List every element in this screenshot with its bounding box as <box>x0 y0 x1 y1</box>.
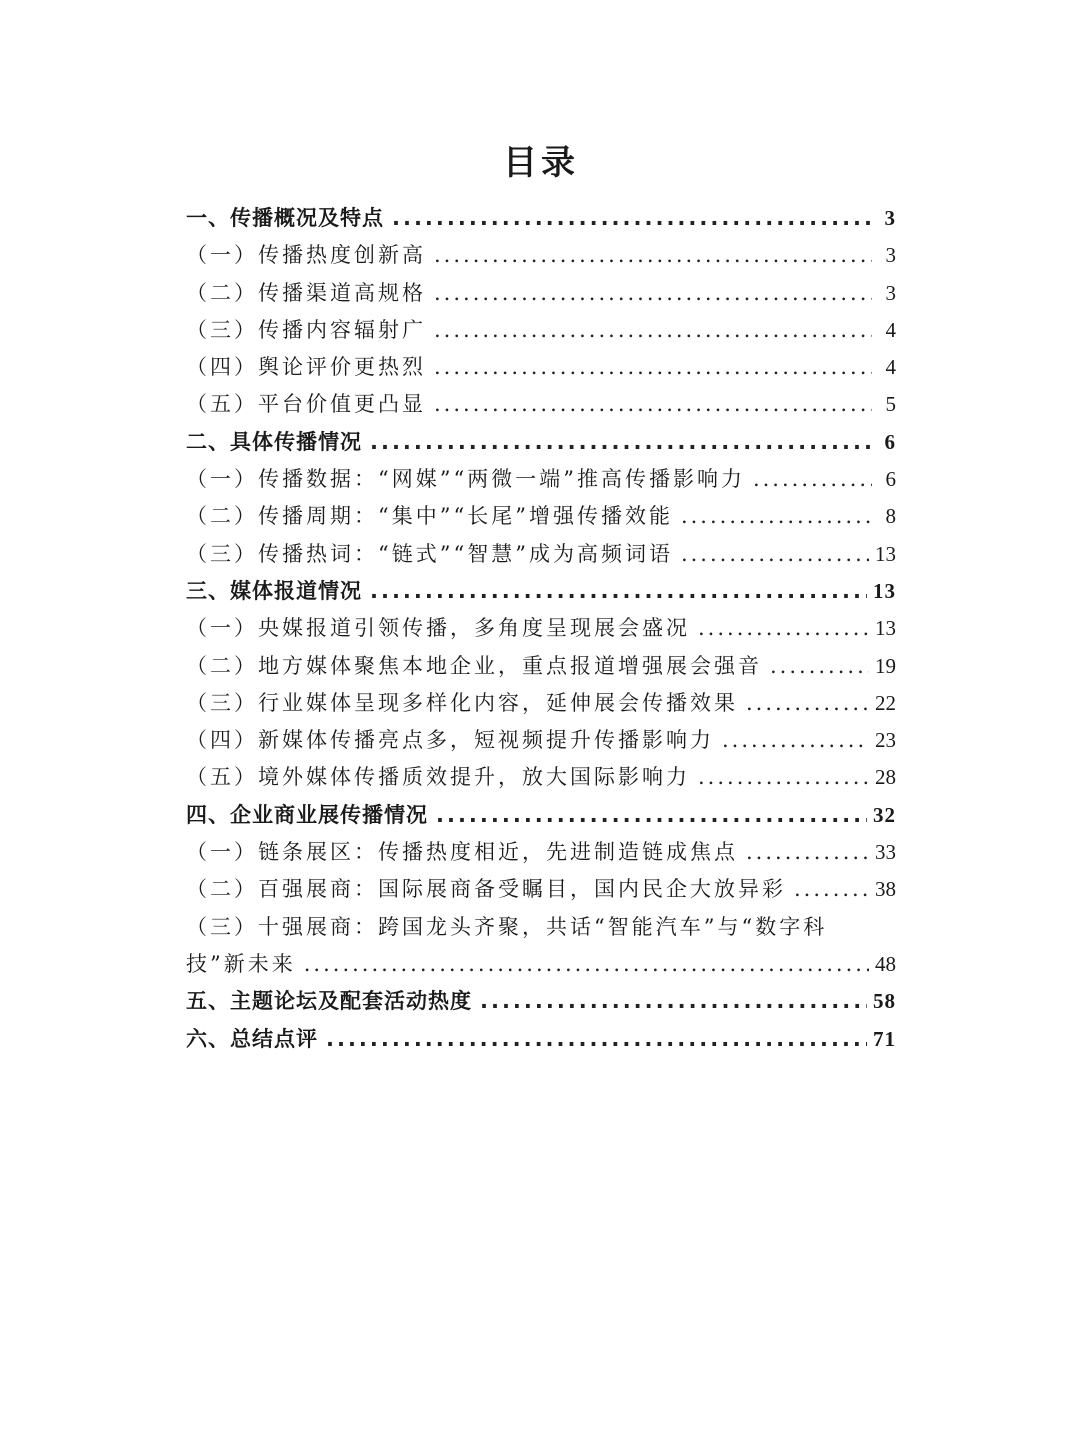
toc-page-number: 3 <box>885 280 896 305</box>
toc-page-number: 32 <box>873 802 896 827</box>
toc-page-number: 13 <box>875 616 896 641</box>
toc-entry-section-2-3[interactable] <box>186 536 896 573</box>
toc-page-number: 13 <box>875 541 896 566</box>
toc-entry-text: 五、主题论坛及配套活动热度 <box>186 989 472 1014</box>
toc-dot-leader <box>770 648 869 685</box>
toc-dot-leader <box>434 386 872 423</box>
toc-entry-text: （二）地方媒体聚焦本地企业，重点报道增强展会强音 <box>186 653 762 678</box>
toc-entry-section-3-2[interactable] <box>186 648 896 685</box>
toc-entry-text: （四）舆论评价更热烈 <box>186 355 426 380</box>
toc-entry-line-2 <box>186 946 896 983</box>
toc-entry-section-2-2[interactable] <box>186 498 896 535</box>
toc-dot-leader <box>753 461 872 498</box>
toc-dot-leader <box>434 275 872 312</box>
toc-entry-section-2-1[interactable] <box>186 461 896 498</box>
toc-dot-leader <box>480 983 867 1020</box>
toc-dot-leader <box>746 685 869 722</box>
toc-page-number: 4 <box>885 317 896 342</box>
toc-page-number: 58 <box>873 989 896 1014</box>
toc-entry-chapter-2[interactable] <box>186 424 896 461</box>
toc-dot-leader <box>434 312 872 349</box>
toc-entry-text: （一）链条展区：传播热度相近，先进制造链成焦点 <box>186 840 738 865</box>
page-title: 目录 <box>503 143 579 183</box>
toc-list <box>186 200 896 1058</box>
toc-dot-leader <box>434 349 872 386</box>
toc-page-number: 6 <box>885 467 896 492</box>
toc-entry-section-4-1[interactable] <box>186 834 896 871</box>
toc-page-number: 38 <box>875 877 896 902</box>
toc-entry-section-4-3[interactable] <box>186 909 896 984</box>
toc-page-number: 28 <box>875 765 896 790</box>
toc-entry-text: 六、总结点评 <box>186 1026 318 1051</box>
toc-page-number: 5 <box>885 392 896 417</box>
toc-page-number: 3 <box>885 243 896 268</box>
toc-page-number: 13 <box>873 578 896 603</box>
toc-dot-leader <box>370 424 872 461</box>
toc-page-number: 48 <box>875 951 896 976</box>
toc-entry-text: （四）新媒体传播亮点多，短视频提升传播影响力 <box>186 728 714 753</box>
toc-page-number: 3 <box>884 206 896 230</box>
toc-entry-chapter-3[interactable] <box>186 573 896 610</box>
toc-entry-text: 三、媒体报道情况 <box>186 578 362 603</box>
toc-dot-leader <box>326 1021 867 1058</box>
toc-dot-leader <box>392 200 872 237</box>
toc-page <box>186 138 896 1058</box>
toc-entry-chapter-6[interactable] <box>186 1021 896 1058</box>
toc-entry-text-line-1: （三）十强展商：跨国龙头齐聚，共话“智能汽车”与“数字科 <box>186 914 828 939</box>
toc-page-number: 23 <box>875 728 896 753</box>
toc-entry-section-3-3[interactable] <box>186 685 896 722</box>
toc-page-number: 33 <box>875 840 896 865</box>
toc-entry-chapter-4[interactable] <box>186 797 896 834</box>
toc-entry-chapter-5[interactable] <box>186 983 896 1020</box>
toc-entry-section-4-2[interactable] <box>186 871 896 908</box>
toc-page-number: 6 <box>884 429 896 454</box>
toc-page-number: 8 <box>885 504 896 529</box>
toc-entry-text: （一）央媒报道引领传播，多角度呈现展会盛况 <box>186 616 690 641</box>
toc-entry-text: 一、传播概况及特点 <box>186 206 384 230</box>
toc-entry-section-3-1[interactable] <box>186 610 896 647</box>
toc-dot-leader <box>370 573 867 610</box>
toc-dot-leader <box>681 536 869 573</box>
toc-dot-leader <box>698 759 869 796</box>
toc-page-number: 19 <box>875 653 896 678</box>
toc-dot-leader <box>436 797 867 834</box>
toc-dot-leader <box>434 237 872 274</box>
toc-entry-text: （二）传播周期：“集中”“长尾”增强传播效能 <box>186 504 673 529</box>
toc-dot-leader <box>304 946 869 983</box>
toc-entry-section-1-4[interactable] <box>186 349 896 386</box>
toc-entry-text: 四、企业商业展传播情况 <box>186 802 428 827</box>
toc-entry-section-1-5[interactable] <box>186 386 896 423</box>
toc-entry-section-1-2[interactable] <box>186 275 896 312</box>
toc-dot-leader <box>794 871 869 908</box>
toc-entry-text: （三）行业媒体呈现多样化内容，延伸展会传播效果 <box>186 690 738 715</box>
toc-entry-text-line-2: 技”新未来 <box>186 951 296 976</box>
toc-entry-text: （五）境外媒体传播质效提升，放大国际影响力 <box>186 765 690 790</box>
toc-entry-text: （二）百强展商：国际展商备受瞩目，国内民企大放异彩 <box>186 877 786 902</box>
toc-page-number: 4 <box>885 355 896 380</box>
toc-entry-text: （二）传播渠道高规格 <box>186 280 426 305</box>
toc-entry-text: （一）传播热度创新高 <box>186 243 426 268</box>
toc-entry-chapter-1[interactable] <box>186 200 896 237</box>
toc-entry-text: （一）传播数据：“网媒”“两微一端”推高传播影响力 <box>186 467 745 492</box>
toc-dot-leader <box>746 834 869 871</box>
toc-dot-leader <box>681 498 872 535</box>
toc-page-number: 22 <box>875 690 896 715</box>
toc-dot-leader <box>698 610 869 647</box>
toc-entry-section-3-5[interactable] <box>186 759 896 796</box>
toc-entry-section-3-4[interactable] <box>186 722 896 759</box>
toc-page-number: 71 <box>873 1026 896 1051</box>
toc-entry-text: （五）平台价值更凸显 <box>186 392 426 417</box>
toc-dot-leader <box>722 722 869 759</box>
toc-entry-text: 二、具体传播情况 <box>186 429 362 454</box>
toc-entry-text: （三）传播内容辐射广 <box>186 317 426 342</box>
toc-entry-text: （三）传播热词：“链式”“智慧”成为高频词语 <box>186 541 673 566</box>
toc-entry-section-1-1[interactable] <box>186 237 896 274</box>
toc-entry-section-1-3[interactable] <box>186 312 896 349</box>
